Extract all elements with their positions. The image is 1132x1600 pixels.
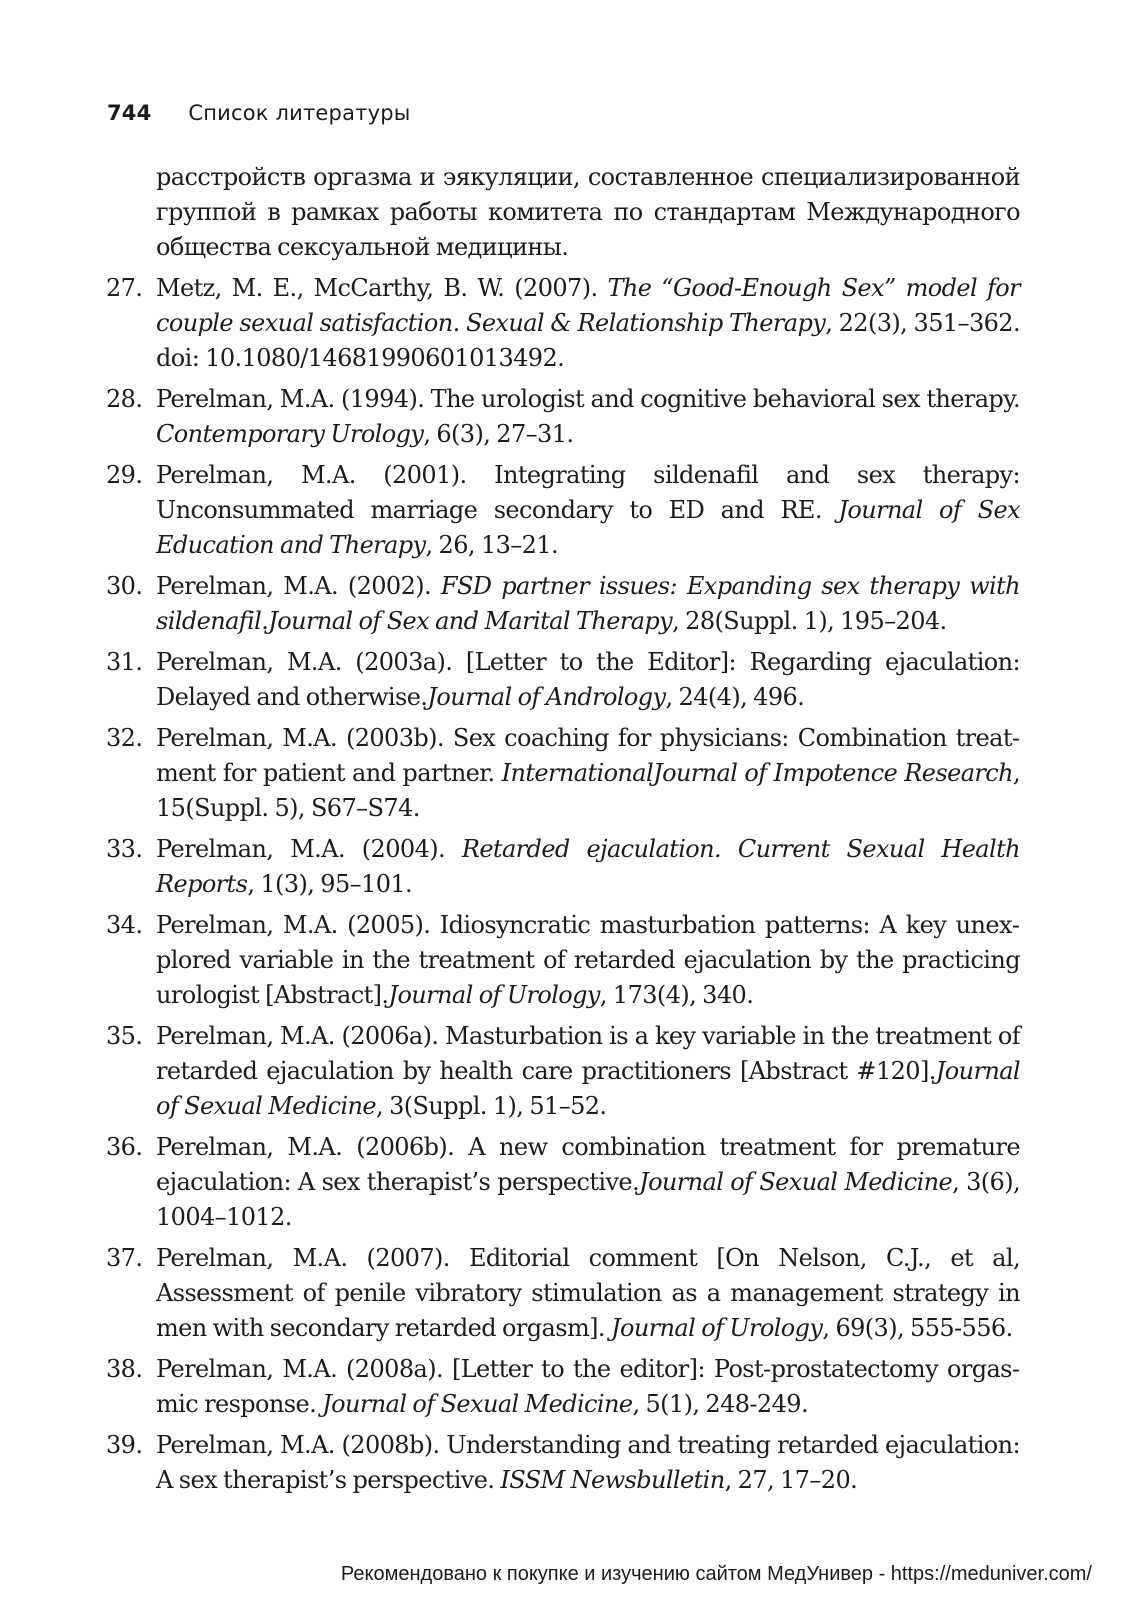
reference-title-italic: Journal of Urology — [388, 981, 600, 1009]
reference-text — [156, 1428, 1020, 1498]
reference-author-year: Perelman, M.A. (2003a). [Letter to the Editor]: Regarding ejaculation: Delayed and otherwise. — [156, 648, 1020, 711]
reference-title-italic: Retarded ejaculation. Current Sexual Health Reports — [156, 835, 1020, 898]
reference-entry — [106, 458, 1020, 563]
reference-text — [156, 832, 1020, 902]
reference-volume-pages: , 173(4), 340. — [599, 981, 754, 1009]
reference-number: 31. — [106, 648, 143, 676]
reference-text — [156, 382, 1020, 452]
reference-author-year: Perelman, M.A. (2002). — [156, 572, 441, 600]
reference-text — [156, 908, 1020, 1013]
reference-number: 39. — [106, 1431, 143, 1459]
reference-author-year: Perelman, M.A. (2006a). Masturbation is a key variable in the treatment of retarded ejaculation by health care practitioners [Abstract #120]. — [156, 1022, 1020, 1085]
reference-title-italic: Journal of Urology — [610, 1314, 823, 1342]
reference-number: 36. — [106, 1133, 143, 1161]
carryover-paragraph: расстройств оргазма и эякуляции, составленное специализированной группой в рамках работы комитета по стандартам Международного общества сексуальной медицины. — [156, 163, 1020, 261]
reference-entry — [106, 1428, 1020, 1498]
footer-watermark: Рекомендовано к покупке и изучению сайтом МедУнивер - https://meduniver.com/ — [340, 1563, 1092, 1585]
reference-entry — [106, 645, 1020, 715]
reference-title-italic: The “Good-Enough Sex” model for couple sexual satisfaction. Sexual & Relationship Therapy — [156, 274, 1020, 337]
references-container — [106, 271, 1020, 1498]
reference-entry — [106, 569, 1020, 639]
reference-author-year: Perelman, M.A. (2004). — [156, 835, 462, 863]
reference-entry — [106, 1019, 1020, 1124]
reference-author-year: Perelman, M.A. (2001). Integrating sildenafil and sex therapy: Unconsummated marriage secondary to ED and RE. — [156, 461, 1020, 524]
reference-volume-pages: , 27, 17–20. — [724, 1466, 858, 1494]
reference-entry — [106, 382, 1020, 452]
reference-title-italic: Journal of Sexual Medicine — [639, 1168, 953, 1196]
reference-volume-pages: , 24(4), 496. — [665, 683, 805, 711]
reference-title-italic: InternationalJournal of Impotence Research — [501, 759, 1013, 787]
reference-text — [156, 1130, 1020, 1235]
reference-text — [156, 458, 1020, 563]
reference-number: 37. — [106, 1244, 143, 1272]
reference-entry — [106, 721, 1020, 826]
reference-author-year: Perelman, M.A. (2003b). Sex coaching for physicians: Combination treatment for patient and partner. — [156, 724, 1020, 787]
reference-number: 38. — [106, 1355, 143, 1383]
reference-text — [156, 1241, 1020, 1346]
reference-number: 29. — [106, 461, 143, 489]
reference-number: 28. — [106, 385, 143, 413]
reference-entry — [106, 908, 1020, 1013]
reference-volume-pages: , 3(6), 1004–1012. — [156, 1168, 1021, 1231]
reference-volume-pages: , 26, 13–21. — [425, 531, 559, 559]
reference-volume-pages: , 3(Suppl. 1), 51–52. — [376, 1092, 607, 1120]
reference-volume-pages: , 69(3), 555-556. — [822, 1314, 1013, 1342]
reference-number: 32. — [106, 724, 143, 752]
running-header — [107, 101, 411, 125]
reference-volume-pages: , 15(Suppl. 5), S67–S74. — [156, 759, 1021, 822]
reference-text — [156, 1019, 1020, 1124]
reference-title-italic: Journal of Sexual Medicine — [156, 1057, 1020, 1120]
reference-entry — [106, 271, 1020, 376]
reference-author-year: Perelman, M.A. (2005). Idiosyncratic masturbation patterns: A key unexplored variable in the treatment of retarded ejaculation by the practicing urologist [Abstract]. — [156, 911, 1020, 1009]
reference-author-year: Perelman, M.A. (2006b). A new combination treatment for premature ejaculation: A sex therapist’s perspective. — [156, 1133, 1020, 1196]
reference-volume-pages: , 5(1), 248-249. — [632, 1390, 808, 1418]
reference-author-year: Metz, M. E., McCarthy, B. W. (2007). — [156, 274, 608, 302]
reference-text — [156, 569, 1020, 639]
reference-number: 30. — [106, 572, 143, 600]
running-title: Список литературы — [188, 101, 411, 125]
reference-number: 35. — [106, 1022, 143, 1050]
reference-title-italic: FSD partner issues: Expanding sex therapy with sildenafil.Journal of Sex and Marital Therapy — [156, 572, 1020, 635]
page-number: 744 — [107, 101, 152, 125]
reference-text — [156, 645, 1020, 715]
reference-entry — [106, 832, 1020, 902]
reference-entry — [106, 1241, 1020, 1346]
reference-author-year: Perelman, M.A. (2008b). Understanding and treating retarded ejaculation: A sex therapist’s perspective. — [156, 1431, 1020, 1494]
reference-list — [106, 160, 1020, 1504]
reference-title-italic: Contemporary Urology — [156, 420, 424, 448]
reference-title-italic: ISSM Newsbulletin — [500, 1466, 725, 1494]
reference-volume-pages: , 28(Suppl. 1), 195–204. — [672, 607, 947, 635]
reference-author-year: Perelman, M.A. (1994). The urologist and cognitive behavioral sex therapy. — [156, 385, 1020, 413]
reference-title-italic: Journal of Sex Education and Therapy — [156, 496, 1020, 559]
reference-author-year: Perelman, M.A. (2008a). [Letter to the editor]: Post-prostatectomy orgasmic response. — [156, 1355, 1020, 1418]
reference-title-italic: Journal of Andrology — [427, 683, 666, 711]
reference-title-italic: Journal of Sexual Medicine — [322, 1390, 633, 1418]
reference-volume-pages: , 22(3), 351–362. doi: 10.1080/14681990601013492. — [156, 309, 1020, 372]
reference-text — [156, 1352, 1020, 1422]
reference-volume-pages: , 6(3), 27–31. — [423, 420, 574, 448]
reference-author-year: Perelman, M.A. (2007). Editorial comment [On Nelson, C.J., et al, Assessment of penile vibratory stimulation as a management strategy in men with secondary retarded orgasm]. — [156, 1244, 1020, 1342]
reference-text — [156, 721, 1020, 826]
reference-number: 33. — [106, 835, 143, 863]
reference-number: 34. — [106, 911, 143, 939]
reference-entry — [106, 1352, 1020, 1422]
reference-text — [156, 271, 1020, 376]
reference-volume-pages: , 1(3), 95–101. — [247, 870, 413, 898]
reference-entry — [106, 1130, 1020, 1235]
reference-number: 27. — [106, 274, 143, 302]
